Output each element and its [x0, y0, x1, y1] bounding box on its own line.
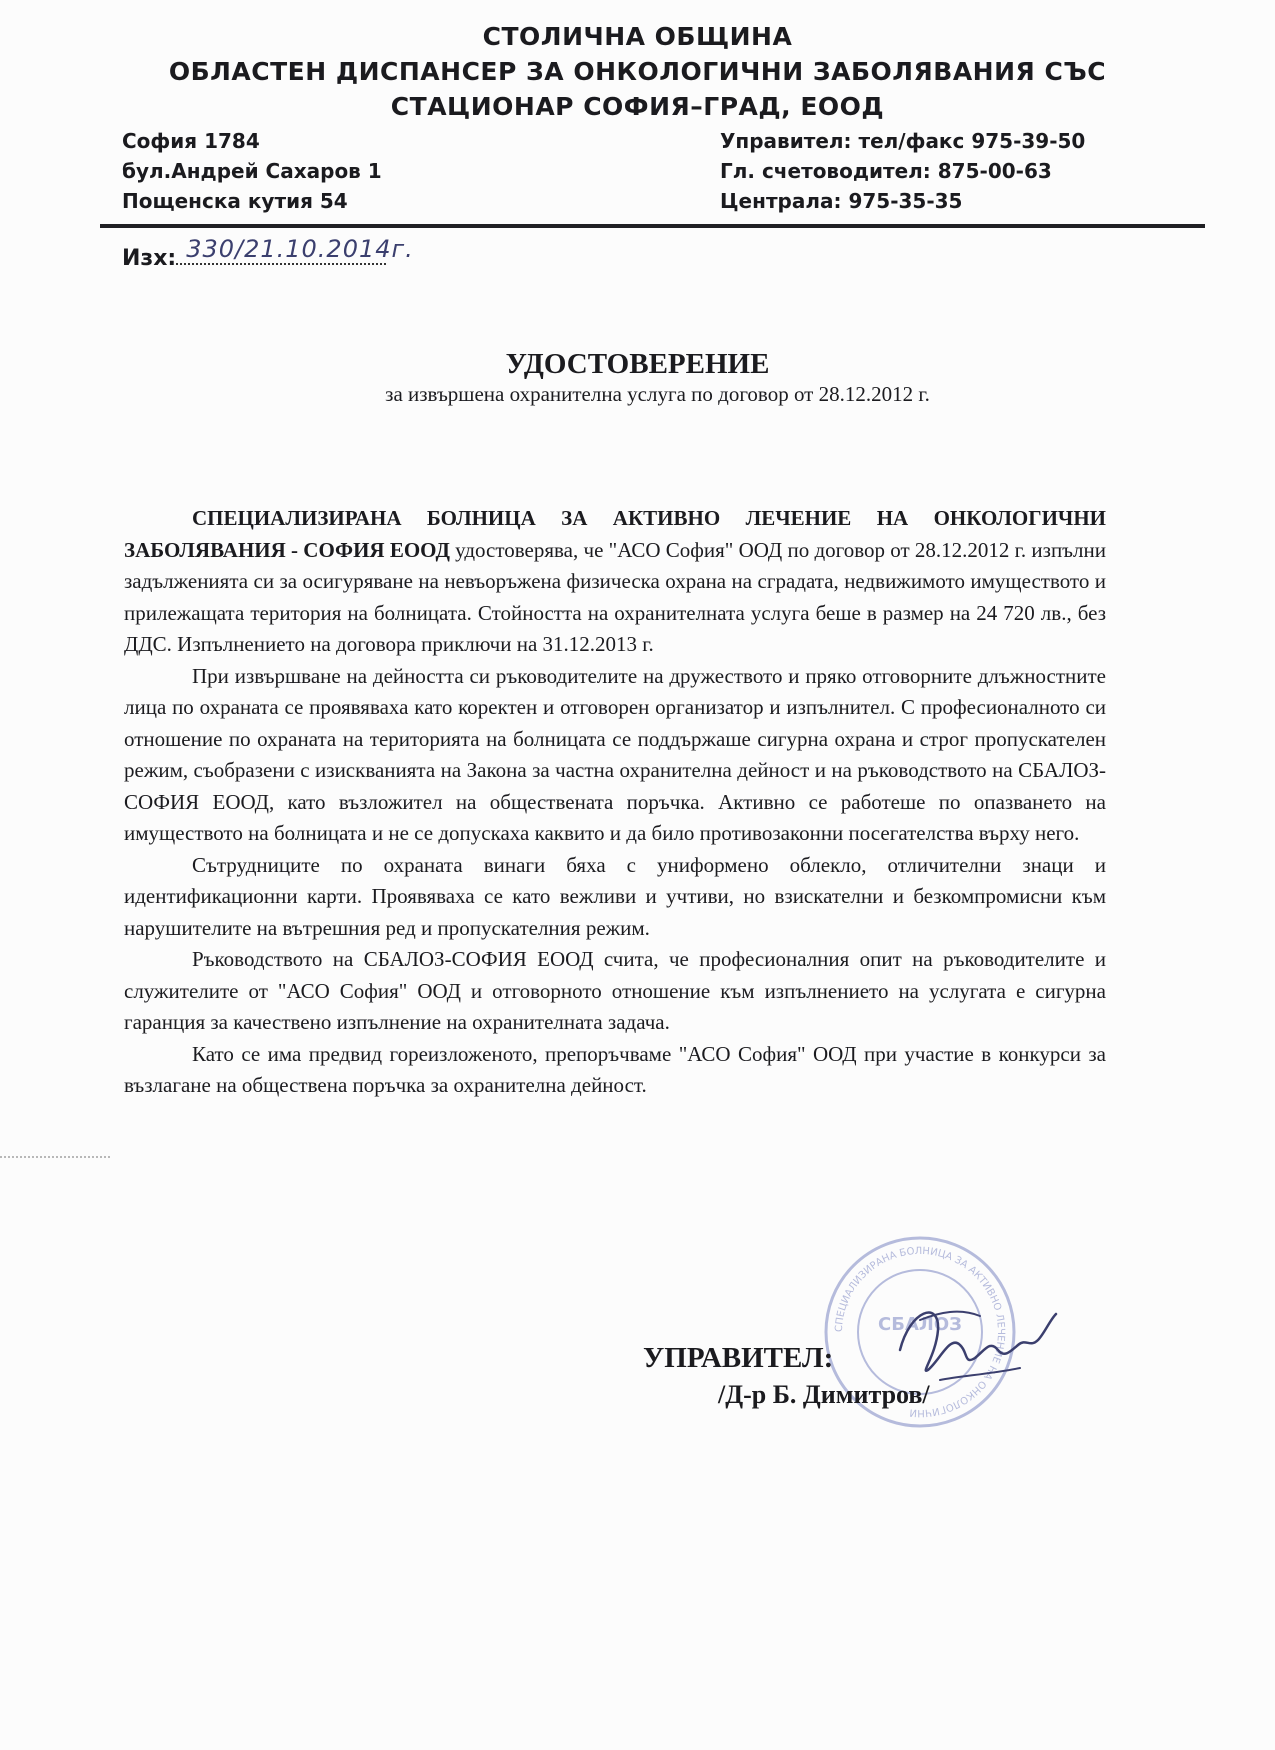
- reference-dotted-line: [176, 235, 414, 265]
- letterhead-municipality: СТОЛИЧНА ОБЩИНА: [482, 22, 793, 51]
- contact-manager: Управител: тел/факс 975-39-50: [720, 129, 1086, 153]
- letterhead-institution: ОБЛАСТЕН ДИСПАНСЕР ЗА ОНКОЛОГИЧНИ ЗАБОЛЯВАНИЯ СЪС: [168, 57, 1107, 86]
- paragraph-3: Сътрудниците по охраната винаги бяха с униформено облекло, отличителни знаци и идентификационни карти. Проявяваха се като вежливи и учтиви, но взискателни и безкомпромисни към нарушителите на вътрешния ред и пропускателния режим.: [124, 852, 1106, 940]
- stamp-center-text: СБАЛОЗ: [878, 1314, 962, 1335]
- scan-artifact: [0, 1152, 110, 1158]
- address-street: бул.Андрей Сахаров 1: [122, 159, 382, 183]
- paragraph-1: [124, 503, 1106, 661]
- document-title: УДОСТОВЕРЕНИЕ: [505, 348, 770, 380]
- paragraph-2: При извършване на дейността си ръководителите на дружеството и пряко отговорните длъжностните лица по охраната се проявяваха като коректен и отговорен организатор и изпълнител. С професионалното си отношение по охраната на територията на болницата се поддържаше сигурна охрана и строг пропускателен режим, съобразени с изискванията на Закона за частна охранителна дейност и на ръководството на СБАЛОЗ-СОФИЯ ЕООД, като възложител на обществената поръчка. Активно се работеше по опазването на имуществото на болницата и не се допускаха каквито и да било противозаконни посегателства върху него.: [124, 663, 1106, 845]
- letterhead-institution-cont: СТАЦИОНАР СОФИЯ–ГРАД, ЕООД: [390, 92, 885, 121]
- outgoing-reference: [122, 235, 414, 271]
- document-body: [124, 503, 1106, 1102]
- signatory-title: УПРАВИТЕЛ:: [643, 1342, 834, 1374]
- paragraph-1-text: удостоверява, че "АСО София" ООД по договор от 28.12.2012 г. изпълни задълженията си за осигуряване на невъоръжена физическа охрана на сградата, недвижимото имуществото и прилежащата територия на болницата. Стойността на охранителната услуга беше в размер на 24 720 лв., без ДДС. Изпълнението на договора приключи на 31.12.2013 г.: [124, 537, 1107, 656]
- paragraph-5: Като се има предвид гореизложеното, препоръчваме "АСО София" ООД при участие в конкурси за възлагане на обществена поръчка за охранителна дейност.: [124, 1041, 1106, 1097]
- letterhead-address: [122, 126, 382, 216]
- letterhead-contacts: [720, 126, 1085, 216]
- address-pobox: Пощенска кутия 54: [122, 189, 348, 213]
- hospital-name: СПЕЦИАЛИЗИРАНА БОЛНИЦА ЗА АКТИВНО ЛЕЧЕНИЕ НА ОНКОЛОГИЧНИ ЗАБОЛЯВАНИЯ - СОФИЯ ЕООД: [124, 506, 1106, 562]
- signatory-name: /Д-р Б. Димитров/: [718, 1380, 930, 1409]
- stamp-ring-text: СПЕЦИАЛИЗИРАНА БОЛНИЦА ЗА АКТИВНО ЛЕЧЕНИЕ НА ОНКОЛОГИЧНИ: [833, 1245, 1007, 1419]
- document-subtitle: за извършена охранителна услуга по договор от 28.12.2012 г.: [385, 382, 930, 406]
- reference-label: Изх:: [122, 246, 177, 271]
- address-city: София 1784: [122, 129, 260, 153]
- paragraph-4: Ръководството на СБАЛОЗ-СОФИЯ ЕООД счита, че професионалния опит на ръководителите и служителите от "АСО София" ООД и отговорното отношение към изпълнението на услугата е сигурна гаранция за качествено изпълнение на охранителната задача.: [124, 947, 1106, 1034]
- contact-switchboard: Централа: 975-35-35: [720, 189, 963, 213]
- contact-accountant: Гл. счетоводител: 875-00-63: [720, 159, 1052, 183]
- reference-handwritten-number: 330/21.10.2014г.: [186, 235, 414, 263]
- letterhead-divider: [100, 224, 1205, 228]
